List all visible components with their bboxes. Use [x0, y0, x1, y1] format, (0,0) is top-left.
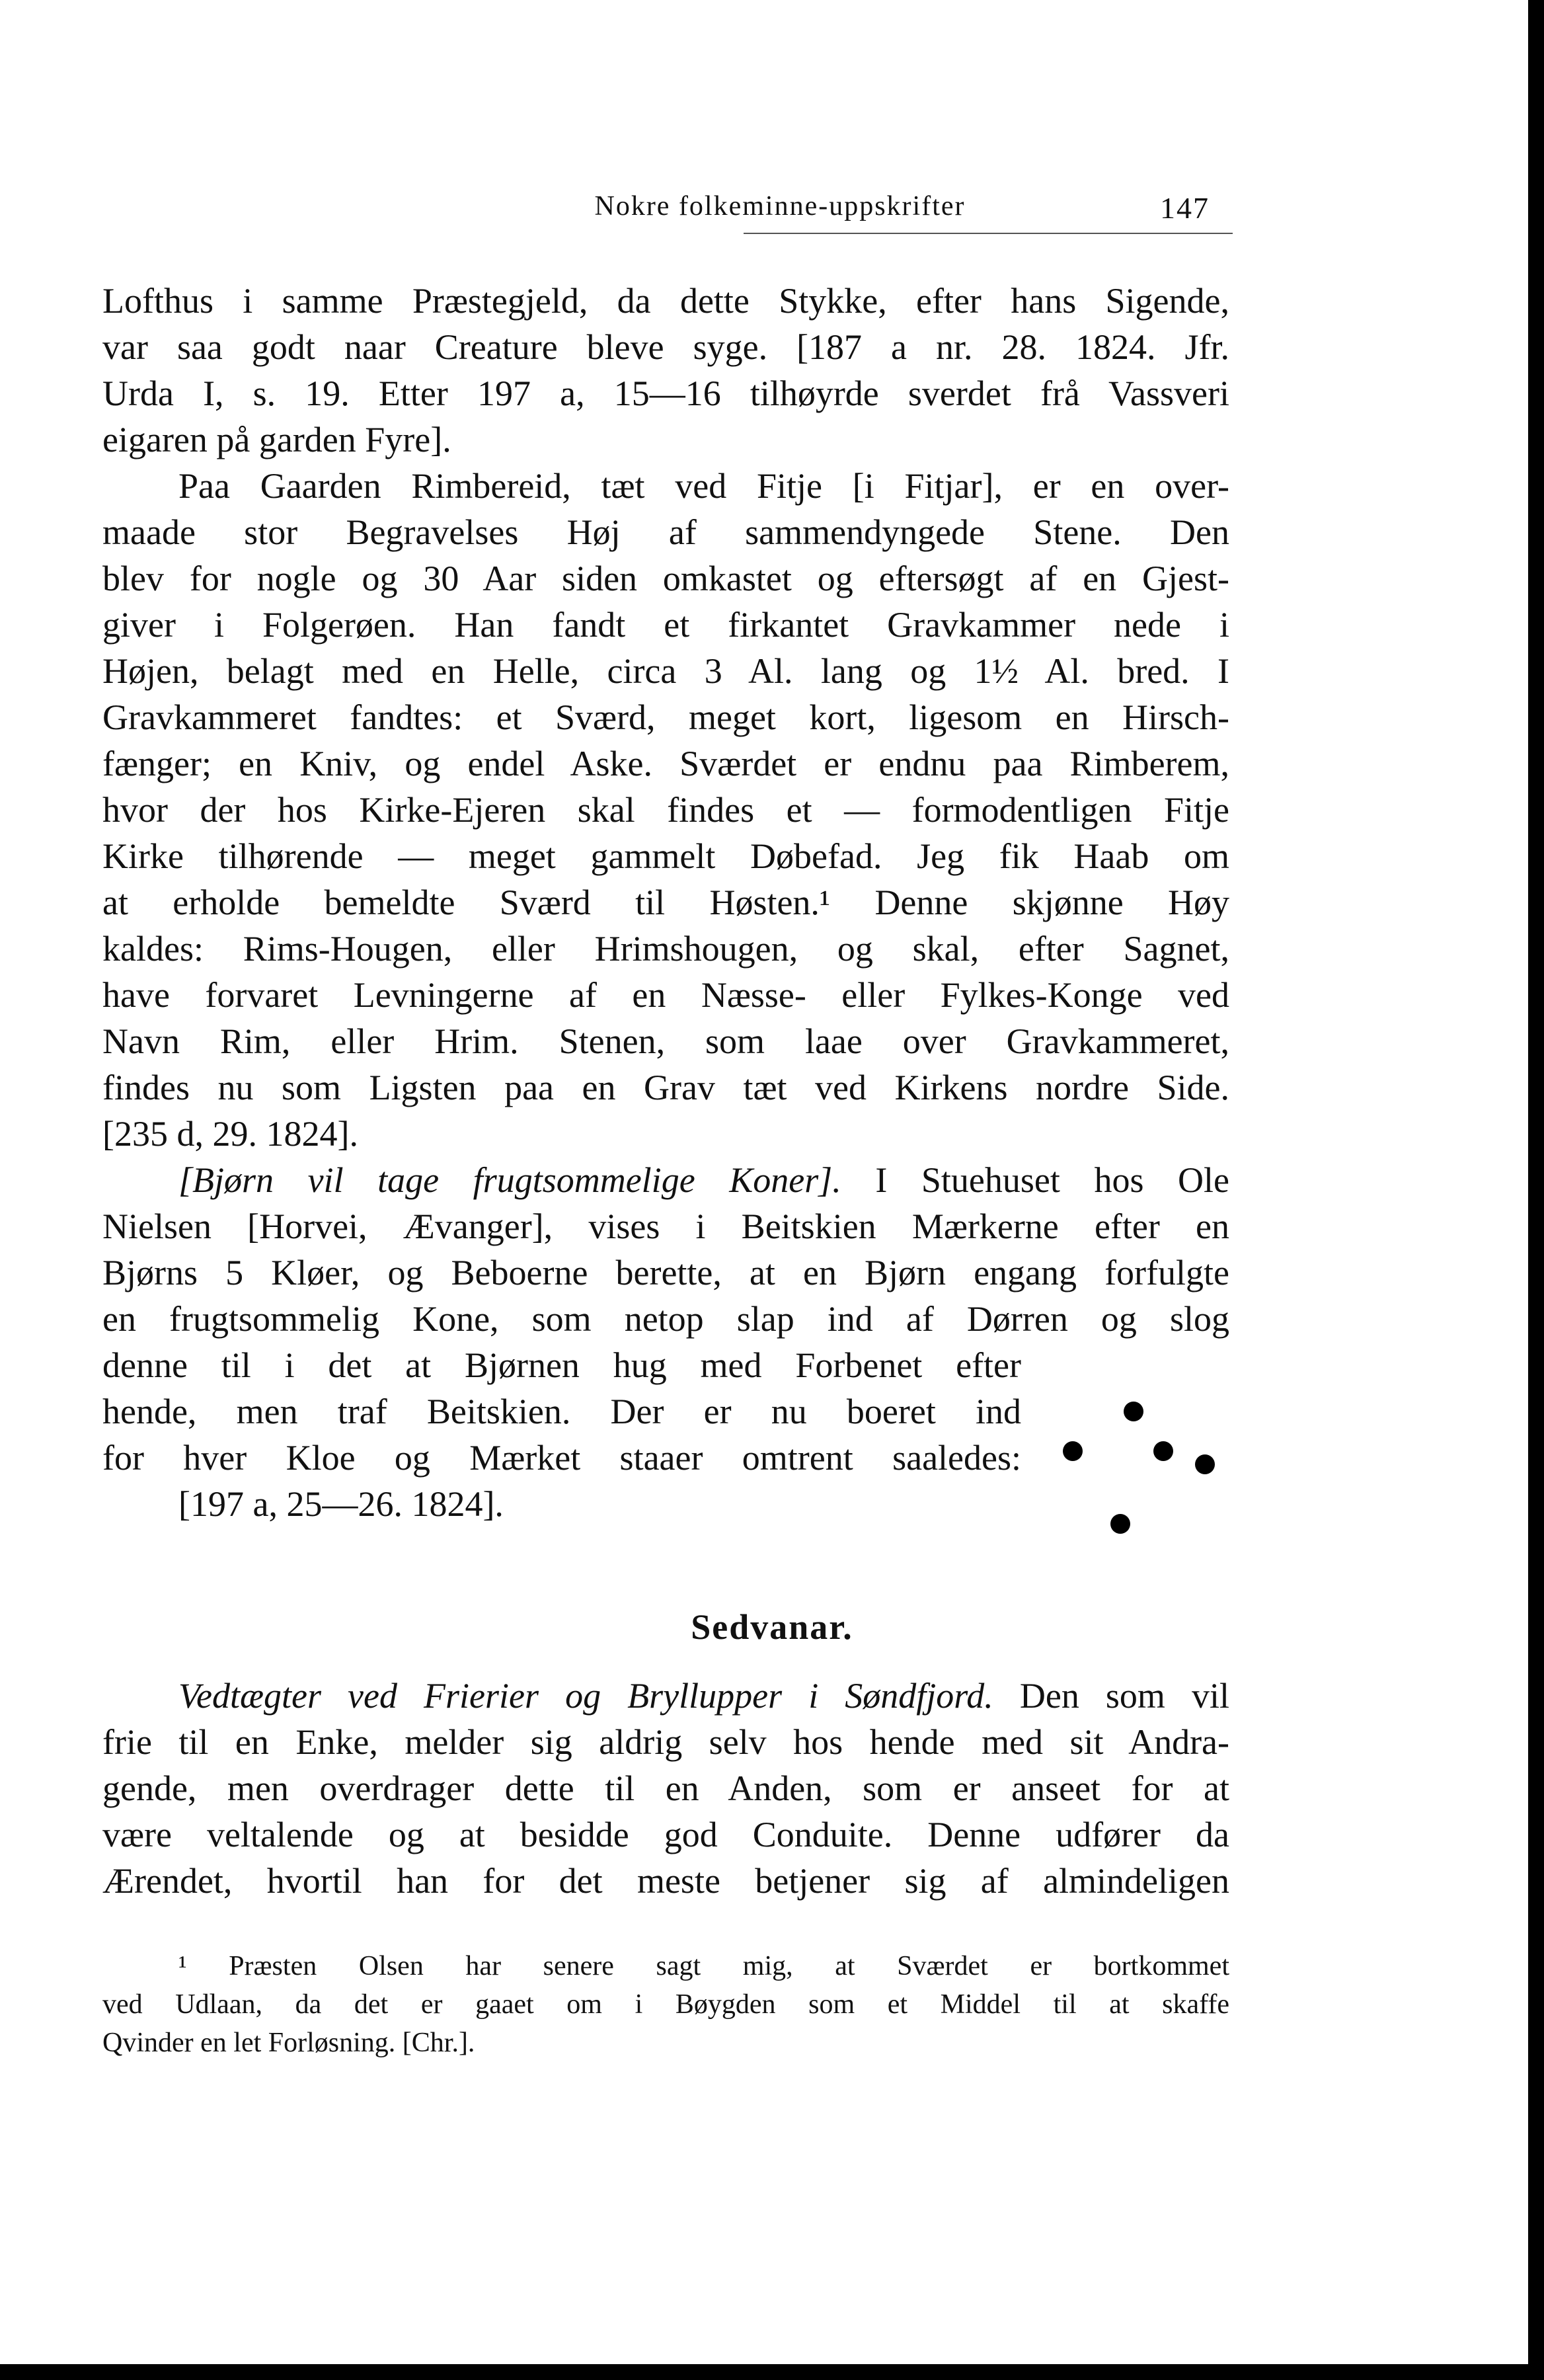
- text-line: [235 d, 29. 1824].: [102, 1114, 358, 1154]
- paragraph-start-line: [Bjørn vil tage frugtsommelige Koner]. I Stuehuset hos Ole: [178, 1160, 1229, 1200]
- paragraph-start-line: Paa Gaarden Rimbereid, tæt ved Fitje [i Fitjar], er en over-: [178, 466, 1229, 506]
- footnote-line: ¹ Præsten Olsen har senere sagt mig, at Sværdet er bortkommet: [178, 1951, 1229, 1981]
- text-line: have forvaret Levningerne af en Næsse- eller Fylkes-Konge ved: [102, 975, 1229, 1015]
- text-line: være veltalende og at besidde god Conduite. Denne udfører da: [102, 1815, 1229, 1854]
- footnote-line: Qvinder en let Forløsning. [Chr.].: [102, 2028, 475, 2058]
- text-line: giver i Folgerøen. Han fandt et firkantet Gravkammer nede i: [102, 605, 1229, 645]
- running-head: [463, 190, 1223, 237]
- scan-border-right: [1528, 0, 1544, 2380]
- claw-mark-dot: [1124, 1402, 1143, 1421]
- text-line: at erholde bemeldte Sværd til Høsten.¹ Denne skjønne Høy: [102, 883, 1229, 922]
- scan-border-bottom: [0, 2364, 1544, 2380]
- text-line: var saa godt naar Creature bleve syge. [187 a nr. 28. 1824. Jfr.: [102, 327, 1229, 367]
- text-line: Urda I, s. 19. Etter 197 a, 15—16 tilhøyrde sverdet frå Vassveri: [102, 374, 1229, 413]
- text-line: hvor der hos Kirke-Ejeren skal findes et — formodentligen Fitje: [102, 790, 1229, 830]
- entry-title: [Bjørn vil tage frugtsommelige Koner].: [178, 1160, 841, 1200]
- claw-mark-dot: [1153, 1441, 1173, 1461]
- claw-mark-dot: [1063, 1441, 1083, 1461]
- body-text: [102, 278, 1229, 1527]
- text-line: for hver Kloe og Mærket staaer omtrent saaledes:: [102, 1438, 1021, 1478]
- text-line: kaldes: Rims-Hougen, eller Hrimshougen, og skal, efter Sagnet,: [102, 929, 1229, 969]
- text-line: Nielsen [Horvei, Ævanger], vises i Beitskien Mærkerne efter en: [102, 1207, 1229, 1246]
- text-line: Lofthus i samme Præstegjeld, da dette Stykke, efter hans Sigende,: [102, 281, 1229, 321]
- text-line: findes nu som Ligsten paa en Grav tæt ved Kirkens nordre Side.: [102, 1068, 1229, 1107]
- text-line: [197 a, 25—26. 1824].: [178, 1484, 504, 1524]
- text-line: maade stor Begravelses Høj af sammendyngede Stene. Den: [102, 512, 1229, 552]
- footnote-line: ved Udlaan, da det er gaaet om i Bøygden som et Middel til at skaffe: [102, 1989, 1229, 2020]
- text-line: Højen, belagt med en Helle, circa 3 Al. lang og 1½ Al. bred. I: [102, 651, 1229, 691]
- page-number: 147: [1160, 191, 1210, 225]
- text-line: en frugtsommelig Kone, som netop slap ind af Dørren og slog: [102, 1299, 1229, 1339]
- text-line: gende, men overdrager dette til en Anden, som er anseet for at: [102, 1768, 1229, 1808]
- footnotes: [102, 1947, 1229, 2062]
- running-head-title: Nokre folkeminne-uppskrifter: [594, 191, 966, 221]
- claw-mark-dot: [1110, 1514, 1130, 1534]
- text-line: Ærendet, hvortil han for det meste betjener sig af almindeligen: [102, 1861, 1229, 1901]
- text-line: eigaren på garden Fyre].: [102, 420, 451, 459]
- text-line: Gravkammeret fandtes: et Sværd, meget kort, ligesom en Hirsch-: [102, 697, 1229, 737]
- text-line: Kirke tilhørende — meget gammelt Døbefad. Jeg fik Haab om: [102, 836, 1229, 876]
- body-text-continued: [102, 1673, 1229, 1904]
- text-line: fænger; en Kniv, og endel Aske. Sværdet er endnu paa Rimberem,: [102, 744, 1229, 783]
- entry-title: Vedtægter ved Frierier og Bryllupper i Søndfjord.: [178, 1676, 993, 1716]
- claw-mark-dot: [1195, 1454, 1215, 1474]
- paragraph-start-line: Vedtægter ved Frierier og Bryllupper i Søndfjord. Den som vil: [178, 1676, 1229, 1716]
- text-line: hende, men traf Beitskien. Der er nu boeret ind: [102, 1392, 1021, 1431]
- text-line: blev for nogle og 30 Aar siden omkastet og eftersøgt af en Gjest-: [102, 559, 1229, 598]
- header-rule: [744, 233, 1233, 234]
- text-line: Bjørns 5 Kløer, og Beboerne berette, at en Bjørn engang forfulgte: [102, 1253, 1229, 1292]
- text-line: denne til i det at Bjørnen hug med Forbenet efter: [102, 1345, 1021, 1385]
- section-heading: Sedvanar.: [691, 1607, 853, 1647]
- text-line: Navn Rim, eller Hrim. Stenen, som laae over Gravkammeret,: [102, 1021, 1229, 1061]
- text-line: frie til en Enke, melder sig aldrig selv hos hende med sit Andra-: [102, 1722, 1229, 1762]
